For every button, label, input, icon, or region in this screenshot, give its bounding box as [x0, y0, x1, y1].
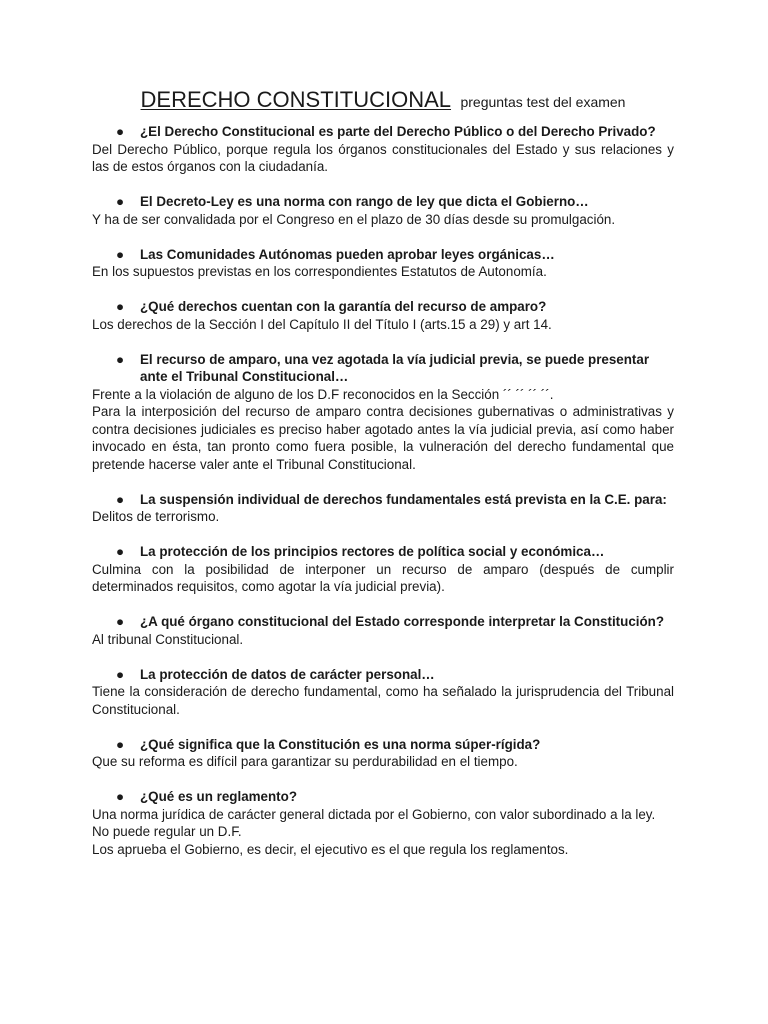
question-label: La suspensión individual de derechos fundamentales está prevista en la C.E. para: [140, 491, 667, 507]
question-item [92, 613, 674, 648]
answer-text: Tiene la consideración de derecho fundamental, como ha señalado la jurisprudencia del Tribunal Constitucional. [92, 684, 674, 717]
answer-text: Los aprueba el Gobierno, es decir, el ejecutivo es el que regula los reglamentos. [92, 841, 569, 857]
question-label: ¿Qué derechos cuentan con la garantía del recurso de amparo? [140, 299, 547, 314]
bullet-icon: ● [116, 124, 125, 139]
question-text [92, 298, 674, 316]
bullet-icon: ● [116, 789, 125, 804]
bullet-icon: ● [116, 666, 125, 682]
question-item [92, 788, 674, 858]
question-label: El recurso de amparo, una vez agotada la vía judicial previa, se puede presentar ante el Tribunal Constitucional… [140, 351, 650, 384]
question-label: ¿El Derecho Constitucional es parte del Derecho Público o del Derecho Privado? [140, 124, 656, 139]
question-item [92, 666, 674, 719]
question-list [92, 123, 674, 858]
question-item [92, 298, 674, 333]
answer-text: En los supuestos previstas en los correspondientes Estatutos de Autonomía. [92, 264, 547, 279]
question-item [92, 543, 674, 596]
bullet-icon: ● [116, 544, 125, 559]
question-label: ¿Qué es un reglamento? [140, 789, 297, 804]
bullet-icon: ● [116, 299, 125, 314]
answer-text: Culmina con la posibilidad de interponer un recurso de amparo (después de cumplir determinados requisitos, como agotar la vía judicial previa). [92, 561, 674, 594]
bullet-icon: ● [116, 491, 125, 507]
question-label: La protección de datos de carácter personal… [140, 666, 435, 682]
question-text [92, 351, 674, 386]
bullet-icon: ● [116, 736, 125, 752]
document-title: DERECHO CONSTITUCIONAL [140, 87, 452, 112]
answer-text: Que su reforma es difícil para garantizar su perdurabilidad en el tiempo. [92, 754, 518, 769]
document-subtitle: preguntas test del examen [460, 94, 626, 110]
bullet-icon: ● [116, 614, 125, 629]
answer-text: Del Derecho Público, porque regula los órganos constitucionales del Estado y sus relaciones y las de estos órganos con la ciudadanía. [92, 141, 674, 174]
answer-text: Una norma jurídica de carácter general dictada por el Gobierno, con valor subordinado a la ley. [92, 806, 656, 822]
bullet-icon: ● [116, 351, 125, 367]
answer-text: Y ha de ser convalidada por el Congreso en el plazo de 30 días desde su promulgación. [92, 211, 616, 227]
question-text [92, 736, 674, 754]
question-label: ¿Qué significa que la Constitución es una norma súper-rígida? [140, 736, 541, 752]
question-item [92, 736, 674, 771]
question-item [92, 491, 674, 526]
question-text [92, 613, 674, 631]
question-label: La protección de los principios rectores de política social y económica… [140, 544, 605, 559]
question-label: Las Comunidades Autónomas pueden aprobar leyes orgánicas… [140, 246, 555, 262]
question-item [92, 123, 674, 176]
answer-text: Los derechos de la Sección I del Capítulo II del Título I (arts.15 a 29) y art 14. [92, 316, 552, 332]
question-text [92, 543, 674, 561]
bullet-icon: ● [116, 246, 125, 262]
question-text [92, 193, 674, 211]
answer-text: No puede regular un D.F. [92, 824, 242, 839]
bullet-icon: ● [116, 194, 125, 209]
question-text [92, 246, 674, 264]
question-text [92, 123, 674, 141]
question-label: ¿A qué órgano constitucional del Estado corresponde interpretar la Constitución? [140, 614, 665, 629]
question-item [92, 193, 674, 228]
answer-text: Para la interposición del recurso de amparo contra decisiones gubernativas o administrativas y contra decisiones judiciales es preciso haber agotado antes la vía judicial previa, así como haber invocado en ésta, tan pronto como fuera posible, la vulneración del derecho fundamental que pretende hacerse valer ante el Tribunal Constitucional. [92, 404, 674, 472]
question-text [92, 491, 674, 509]
answer-text: Al tribunal Constitucional. [92, 631, 244, 647]
question-label: El Decreto-Ley es una norma con rango de ley que dicta el Gobierno… [140, 194, 589, 209]
question-text [92, 666, 674, 684]
question-item [92, 246, 674, 281]
document-header [92, 86, 674, 117]
answer-text: Delitos de terrorismo. [92, 509, 220, 524]
question-item [92, 351, 674, 474]
question-text [92, 788, 674, 806]
document-page [92, 86, 674, 876]
answer-text: Frente a la violación de alguno de los D.F reconocidos en la Sección ´´ ´´ ´´ ´´. [92, 386, 554, 402]
